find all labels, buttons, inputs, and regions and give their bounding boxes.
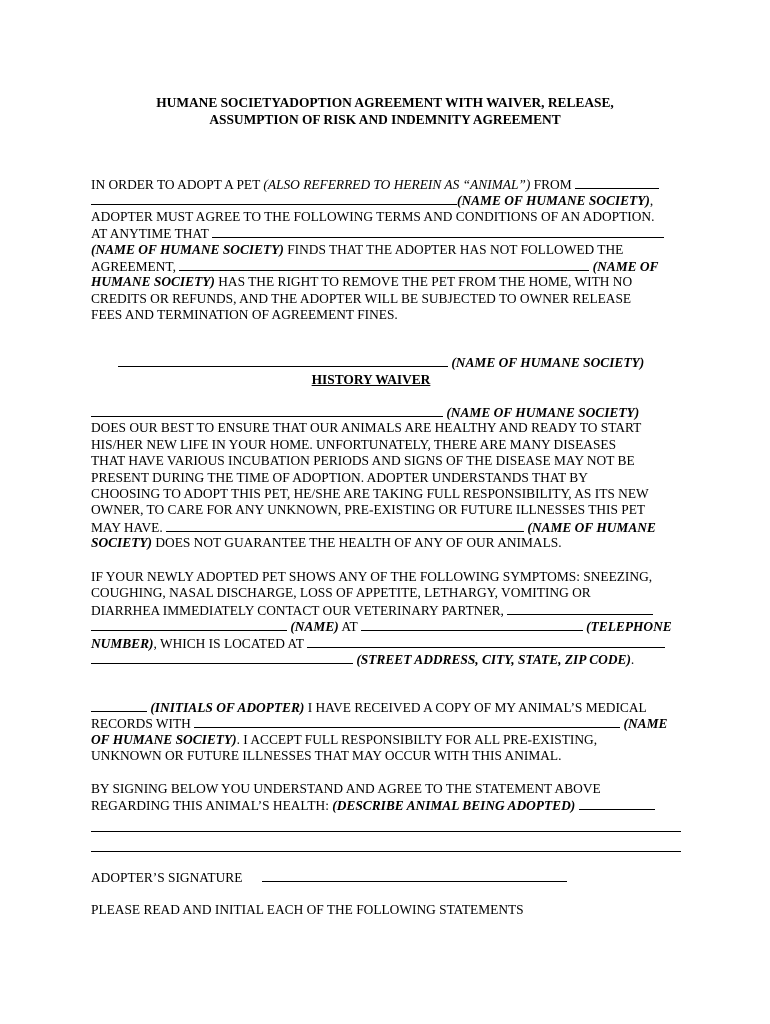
intro-text: FEES AND TERMINATION OF AGREEMENT FINES. xyxy=(91,307,398,323)
humane-society-name-blank[interactable] xyxy=(179,258,589,271)
records-text: I HAVE RECEIVED A COPY OF MY ANIMAL’S MEDICAL xyxy=(304,700,647,715)
title-line-2: ASSUMPTION OF RISK AND INDEMNITY AGREEMENT xyxy=(209,111,561,127)
placeholder-label: (NAME xyxy=(620,716,668,732)
symptoms-text: . xyxy=(630,651,635,667)
humane-society-name-blank[interactable] xyxy=(212,225,664,238)
humane-society-name-blank[interactable] xyxy=(194,715,620,728)
initials-blank[interactable] xyxy=(91,699,147,712)
animal-description-line[interactable] xyxy=(91,831,681,832)
humane-society-name-blank[interactable] xyxy=(166,519,524,532)
waiver-text: PRESENT DURING THE TIME OF ADOPTION. ADOPTER UNDERSTANDS THAT BY xyxy=(91,469,588,485)
waiver-text: MAY HAVE. xyxy=(91,519,167,535)
symptoms-text: COUGHING, NASAL DISCHARGE, LOSS OF APPETITE, LETHARGY, VOMITING OR xyxy=(91,585,591,601)
placeholder-label: (NAME) xyxy=(287,619,339,635)
address-blank[interactable] xyxy=(307,635,665,648)
intro-text: , xyxy=(649,193,654,209)
signature-label: ADOPTER’S SIGNATURE xyxy=(91,870,243,885)
placeholder-label: (NAME OF HUMANE xyxy=(524,519,656,535)
waiver-text: DOES NOT GUARANTEE THE HEALTH OF ANY OF OUR ANIMALS. xyxy=(152,535,562,551)
intro-text: FROM xyxy=(530,177,575,192)
placeholder-label: (TELEPHONE xyxy=(582,619,672,635)
placeholder-label: (DESCRIBE ANIMAL BEING ADOPTED) xyxy=(332,798,576,814)
records-paragraph xyxy=(91,699,681,765)
placeholder-label: NUMBER) xyxy=(91,635,154,651)
waiver-text: OWNER, TO CARE FOR ANY UNKNOWN, PRE-EXISTING OR FUTURE ILLNESSES THIS PET xyxy=(91,502,646,518)
intro-text: IN ORDER TO ADOPT A PET xyxy=(91,177,264,192)
placeholder-label: (STREET ADDRESS, CITY, STATE, ZIP CODE) xyxy=(353,651,631,667)
history-waiver-heading: HISTORY WAIVER xyxy=(311,372,431,388)
humane-society-name-blank[interactable] xyxy=(91,192,457,205)
initial-statements-text: PLEASE READ AND INITIAL EACH OF THE FOLLOWING STATEMENTS xyxy=(91,902,524,917)
symptoms-paragraph xyxy=(91,569,681,667)
humane-society-name-blank[interactable] xyxy=(91,404,443,417)
humane-society-name-blank[interactable] xyxy=(575,176,659,189)
waiver-text: HIS/HER NEW LIFE IN YOUR HOME. UNFORTUNATELY, THERE ARE MANY DISEASES xyxy=(91,436,617,452)
intro-text: AGREEMENT, xyxy=(91,258,180,274)
address-blank[interactable] xyxy=(91,651,353,664)
signature-row xyxy=(91,869,681,885)
title-line-1: HUMANE SOCIETYADOPTION AGREEMENT WITH WAIVER, RELEASE, xyxy=(156,95,614,110)
intro-paragraph xyxy=(91,176,681,324)
telephone-blank[interactable] xyxy=(361,618,583,631)
symptoms-text: IF YOUR NEWLY ADOPTED PET SHOWS ANY OF THE FOLLOWING SYMPTOMS: SNEEZING, xyxy=(91,569,653,584)
waiver-text: DOES OUR BEST TO ENSURE THAT OUR ANIMALS ARE HEALTHY AND READY TO START xyxy=(91,420,642,436)
records-text: . I ACCEPT FULL RESPONSIBILTY FOR ALL PRE-EXISTING, xyxy=(236,731,598,747)
placeholder-label: HUMANE SOCIETY) xyxy=(91,274,215,290)
veterinary-partner-blank[interactable] xyxy=(507,602,653,615)
placeholder-label: (NAME OF HUMANE SOCIETY) xyxy=(91,241,284,257)
waiver-text: THAT HAVE VARIOUS INCUBATION PERIODS AND SIGNS OF THE DISEASE MAY NOT BE xyxy=(91,453,635,469)
symptoms-text: DIARRHEA IMMEDIATELY CONTACT OUR VETERINARY PARTNER, xyxy=(91,602,508,618)
intro-text: FINDS THAT THE ADOPTER HAS NOT FOLLOWED THE xyxy=(283,241,624,257)
waiver-text: CHOOSING TO ADOPT THIS PET, HE/SHE ARE TAKING FULL RESPONSIBILITY, AS ITS NEW xyxy=(91,485,649,501)
waiver-paragraph xyxy=(91,404,681,552)
placeholder-label: (NAME OF HUMANE SOCIETY) xyxy=(443,405,640,420)
placeholder-label: (INITIALS OF ADOPTER) xyxy=(147,700,305,715)
animal-description-line[interactable] xyxy=(91,851,681,852)
intro-italic: (ALSO REFERRED TO HEREIN AS “ANIMAL”) xyxy=(263,177,531,192)
intro-text: ADOPTER MUST AGREE TO THE FOLLOWING TERMS AND CONDITIONS OF AN ADOPTION. xyxy=(91,208,655,224)
records-text: RECORDS WITH xyxy=(91,716,195,732)
symptoms-text: , WHICH IS LOCATED AT xyxy=(153,635,308,651)
veterinary-name-blank[interactable] xyxy=(91,618,287,631)
placeholder-label: SOCIETY) xyxy=(91,535,153,551)
placeholder-label: OF HUMANE SOCIETY) xyxy=(91,731,237,747)
placeholder-label: (NAME OF HUMANE SOCIETY) xyxy=(457,193,650,209)
signature-field[interactable] xyxy=(262,869,567,882)
document-title xyxy=(0,95,770,128)
initial-statements xyxy=(91,902,681,918)
symptoms-text: AT xyxy=(338,619,361,635)
intro-text: CREDITS OR REFUNDS, AND THE ADOPTER WILL BE SUBJECTED TO OWNER RELEASE xyxy=(91,290,632,306)
history-waiver-header xyxy=(91,354,681,389)
placeholder-label: (NAME OF HUMANE SOCIETY) xyxy=(448,355,645,370)
signing-text: REGARDING THIS ANIMAL’S HEALTH: xyxy=(91,798,333,814)
intro-text: HAS THE RIGHT TO REMOVE THE PET FROM THE HOME, WITH NO xyxy=(214,274,633,290)
placeholder-label: (NAME OF xyxy=(589,258,659,274)
signing-text: BY SIGNING BELOW YOU UNDERSTAND AND AGREE TO THE STATEMENT ABOVE xyxy=(91,781,601,796)
records-text: UNKNOWN OR FUTURE ILLNESSES THAT MAY OCCUR WITH THIS ANIMAL. xyxy=(91,748,562,764)
animal-description-blank[interactable] xyxy=(579,797,655,810)
humane-society-name-blank[interactable] xyxy=(118,354,448,367)
signing-paragraph xyxy=(91,781,681,814)
intro-text: AT ANYTIME THAT xyxy=(91,226,212,242)
